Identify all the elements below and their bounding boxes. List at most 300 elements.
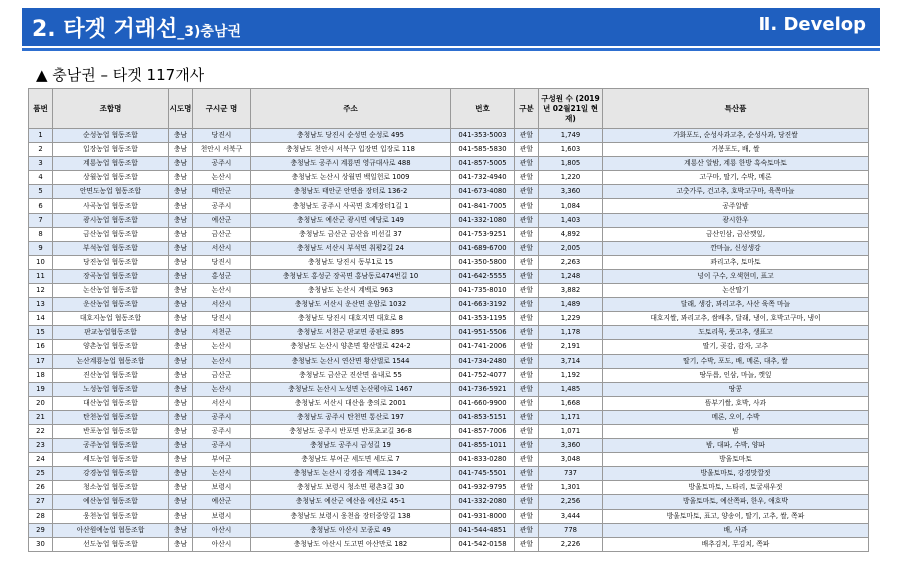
cell-district: 부여군 <box>193 453 251 467</box>
cell-phone: 041-585-5830 <box>451 143 515 157</box>
cell-district: 서산시 <box>193 396 251 410</box>
cell-district: 보령시 <box>193 509 251 523</box>
cell-province: 충남 <box>169 453 193 467</box>
cell-address: 충청남도 당진시 동부1로 15 <box>251 255 451 269</box>
cell-no: 13 <box>29 298 53 312</box>
cell-province: 충남 <box>169 424 193 438</box>
cell-members: 1,489 <box>539 298 603 312</box>
cell-province: 충남 <box>169 467 193 481</box>
col-header-members: 구성원 수 (2019년 02월21일 현재) <box>539 89 603 129</box>
cell-address: 충청남도 공주시 반포면 반포초교길 36-8 <box>251 424 451 438</box>
cell-district: 태안군 <box>193 185 251 199</box>
cell-products: 땅콩 <box>603 382 869 396</box>
cell-phone: 041-732-4940 <box>451 171 515 185</box>
table-row <box>29 523 869 537</box>
cell-no: 18 <box>29 368 53 382</box>
cell-province: 충남 <box>169 537 193 551</box>
cell-name: 논산농업 협동조합 <box>53 284 169 298</box>
cell-district: 당진시 <box>193 312 251 326</box>
cell-no: 17 <box>29 354 53 368</box>
cell-province: 충남 <box>169 368 193 382</box>
cell-district: 예산군 <box>193 495 251 509</box>
cell-no: 24 <box>29 453 53 467</box>
cell-province: 충남 <box>169 199 193 213</box>
cell-no: 19 <box>29 382 53 396</box>
cell-address: 충청남도 공주시 탄천면 통산로 197 <box>251 410 451 424</box>
header-divider <box>22 48 880 51</box>
cell-type: 관할 <box>515 199 539 213</box>
page-title <box>32 12 241 43</box>
cell-province: 충남 <box>169 129 193 143</box>
cell-members: 2,005 <box>539 241 603 255</box>
cell-members: 2,263 <box>539 255 603 269</box>
cell-type: 관할 <box>515 326 539 340</box>
cell-province: 충남 <box>169 227 193 241</box>
cell-type: 관할 <box>515 368 539 382</box>
cell-members: 3,360 <box>539 185 603 199</box>
cell-members: 4,892 <box>539 227 603 241</box>
cell-phone: 041-855-1011 <box>451 439 515 453</box>
cell-no: 26 <box>29 481 53 495</box>
cell-district: 서천군 <box>193 326 251 340</box>
cell-members: 1,178 <box>539 326 603 340</box>
cooperative-table <box>28 88 869 552</box>
cell-type: 관할 <box>515 269 539 283</box>
cell-province: 충남 <box>169 523 193 537</box>
cell-members: 3,444 <box>539 509 603 523</box>
cell-name: 계룡농업 협동조합 <box>53 157 169 171</box>
col-header-phone: 번호 <box>451 89 515 129</box>
cell-name: 사곡농업 협동조합 <box>53 199 169 213</box>
cell-phone: 041-734-2480 <box>451 354 515 368</box>
cell-products: 딸기, 수박, 포도, 배, 메론, 대추, 쌀 <box>603 354 869 368</box>
header-bar <box>22 8 880 46</box>
cell-members: 1,229 <box>539 312 603 326</box>
cell-type: 관할 <box>515 213 539 227</box>
cell-district: 보령시 <box>193 481 251 495</box>
cell-phone: 041-642-5555 <box>451 269 515 283</box>
cell-address: 충청남도 금산군 금산읍 비선길 37 <box>251 227 451 241</box>
cell-phone: 041-857-5005 <box>451 157 515 171</box>
cell-products: 밤, 대파, 수박, 양파 <box>603 439 869 453</box>
cell-type: 관할 <box>515 537 539 551</box>
cell-district: 공주시 <box>193 410 251 424</box>
cell-province: 충남 <box>169 241 193 255</box>
cell-address: 충청남도 예산군 광시면 예당로 149 <box>251 213 451 227</box>
cell-name: 탄천농업 협동조합 <box>53 410 169 424</box>
title-main: 2. 타겟 거래선 <box>32 17 178 42</box>
cell-name: 광시농업 협동조합 <box>53 213 169 227</box>
cell-products: 고춧가루, 건고추, 호박고구마, 육쪽마늘 <box>603 185 869 199</box>
cell-no: 3 <box>29 157 53 171</box>
col-header-province: 시도명 <box>169 89 193 129</box>
cell-products: 방울토마토, 예산쪽파, 한우, 애호박 <box>603 495 869 509</box>
cell-district: 아산시 <box>193 537 251 551</box>
table-row <box>29 199 869 213</box>
cell-address: 충청남도 논산시 상월면 백일헌로 1009 <box>251 171 451 185</box>
table-row <box>29 382 869 396</box>
table-row <box>29 255 869 269</box>
cell-products: 광시한우 <box>603 213 869 227</box>
cell-members: 1,668 <box>539 396 603 410</box>
cell-province: 충남 <box>169 396 193 410</box>
cell-type: 관할 <box>515 523 539 537</box>
cell-members: 1,485 <box>539 382 603 396</box>
cell-phone: 041-853-5151 <box>451 410 515 424</box>
cell-no: 29 <box>29 523 53 537</box>
cell-address: 충청남도 보령시 청소면 평촌3길 30 <box>251 481 451 495</box>
cell-no: 20 <box>29 396 53 410</box>
col-header-address: 주소 <box>251 89 451 129</box>
section-label: Ⅱ. Develop <box>758 14 866 35</box>
cell-name: 세도농업 협동조합 <box>53 453 169 467</box>
cell-members: 1,071 <box>539 424 603 438</box>
cell-phone: 041-542-0158 <box>451 537 515 551</box>
cell-phone: 041-745-5501 <box>451 467 515 481</box>
table-row <box>29 157 869 171</box>
cell-address: 충청남도 금산군 진산면 읍내로 55 <box>251 368 451 382</box>
cell-district: 서산시 <box>193 298 251 312</box>
cell-type: 관할 <box>515 157 539 171</box>
cell-no: 16 <box>29 340 53 354</box>
cell-name: 웅천농업 협동조합 <box>53 509 169 523</box>
cell-phone: 041-350-5800 <box>451 255 515 269</box>
col-header-name: 조합명 <box>53 89 169 129</box>
cell-province: 충남 <box>169 439 193 453</box>
cell-address: 충청남도 부여군 세도면 세도로 7 <box>251 453 451 467</box>
cell-no: 12 <box>29 284 53 298</box>
cell-no: 28 <box>29 509 53 523</box>
cell-province: 충남 <box>169 284 193 298</box>
cell-members: 3,048 <box>539 453 603 467</box>
table-row <box>29 368 869 382</box>
cell-products: 방울토마토, 표고, 양송이, 딸기, 고추, 쌀, 쪽파 <box>603 509 869 523</box>
cell-no: 2 <box>29 143 53 157</box>
cell-phone: 041-857-7006 <box>451 424 515 438</box>
col-header-type: 구분 <box>515 89 539 129</box>
cell-province: 충남 <box>169 185 193 199</box>
cell-district: 논산시 <box>193 340 251 354</box>
cell-phone: 041-736-5921 <box>451 382 515 396</box>
cell-district: 논산시 <box>193 171 251 185</box>
cell-name: 운산농업 협동조합 <box>53 298 169 312</box>
cell-type: 관할 <box>515 298 539 312</box>
cell-address: 충청남도 아산시 도고면 아산만로 182 <box>251 537 451 551</box>
table-row <box>29 213 869 227</box>
cell-no: 21 <box>29 410 53 424</box>
cell-type: 관할 <box>515 509 539 523</box>
cell-province: 충남 <box>169 340 193 354</box>
cell-name: 청소농업 협동조합 <box>53 481 169 495</box>
cell-members: 1,220 <box>539 171 603 185</box>
cell-no: 7 <box>29 213 53 227</box>
cell-province: 충남 <box>169 495 193 509</box>
cell-phone: 041-741-2006 <box>451 340 515 354</box>
cell-products: 고구마, 딸기, 수박, 메론 <box>603 171 869 185</box>
table-row <box>29 284 869 298</box>
cell-products: 가화포도, 순성사과고추, 순성사과, 당진쌀 <box>603 129 869 143</box>
cell-name: 진산농업 협동조합 <box>53 368 169 382</box>
table-body <box>29 129 869 552</box>
cell-phone: 041-353-5003 <box>451 129 515 143</box>
cell-name: 강경농업 협동조합 <box>53 467 169 481</box>
cell-name: 판교농업협동조합 <box>53 326 169 340</box>
cell-district: 금산군 <box>193 368 251 382</box>
cell-type: 관할 <box>515 129 539 143</box>
cell-address: 충청남도 천안시 서북구 입장면 입장로 118 <box>251 143 451 157</box>
cell-type: 관할 <box>515 382 539 396</box>
cell-members: 1,805 <box>539 157 603 171</box>
cell-phone: 041-931-8000 <box>451 509 515 523</box>
cell-products: 깐마늘, 신성생강 <box>603 241 869 255</box>
cell-phone: 041-660-9900 <box>451 396 515 410</box>
cell-phone: 041-332-2080 <box>451 495 515 509</box>
table-row <box>29 185 869 199</box>
cell-address: 충청남도 논산시 노성면 논산평야로 1467 <box>251 382 451 396</box>
cell-no: 22 <box>29 424 53 438</box>
cell-members: 1,403 <box>539 213 603 227</box>
cell-district: 금산군 <box>193 227 251 241</box>
cell-address: 충청남도 서산시 부석면 취평2길 24 <box>251 241 451 255</box>
cell-address: 충청남도 보령시 웅천읍 장터중앙길 138 <box>251 509 451 523</box>
cell-members: 2,191 <box>539 340 603 354</box>
cell-district: 논산시 <box>193 467 251 481</box>
cell-type: 관할 <box>515 396 539 410</box>
cell-products: 도토리묵, 풋고추, 생표고 <box>603 326 869 340</box>
cell-province: 충남 <box>169 213 193 227</box>
cell-products: 땅두릅, 인삼, 마늘, 깻잎 <box>603 368 869 382</box>
cell-province: 충남 <box>169 143 193 157</box>
cell-no: 11 <box>29 269 53 283</box>
cell-products: 뜸부기쌀, 호박, 사과 <box>603 396 869 410</box>
cell-type: 관할 <box>515 284 539 298</box>
cell-no: 1 <box>29 129 53 143</box>
cell-type: 관할 <box>515 143 539 157</box>
cell-type: 관할 <box>515 185 539 199</box>
cell-name: 부석농업 협동조합 <box>53 241 169 255</box>
cell-address: 충청남도 홍성군 장곡면 홍남동로474번길 10 <box>251 269 451 283</box>
cell-type: 관할 <box>515 410 539 424</box>
cell-province: 충남 <box>169 410 193 424</box>
cell-address: 충청남도 서산시 대산읍 충의로 2001 <box>251 396 451 410</box>
cell-name: 입장농업 협동조합 <box>53 143 169 157</box>
cell-phone: 041-353-1195 <box>451 312 515 326</box>
cell-members: 1,171 <box>539 410 603 424</box>
table-row <box>29 227 869 241</box>
cell-address: 충청남도 논산시 연산면 황산벌로 1544 <box>251 354 451 368</box>
cell-products: 금산인삼, 금산깻잎, <box>603 227 869 241</box>
cell-products: 넝이 구수, 오색현미, 표고 <box>603 269 869 283</box>
table-row <box>29 354 869 368</box>
cell-province: 충남 <box>169 298 193 312</box>
cell-address: 충청남도 당진시 순성면 순성로 495 <box>251 129 451 143</box>
col-header-district: 구시군 명 <box>193 89 251 129</box>
cell-type: 관할 <box>515 255 539 269</box>
cell-district: 논산시 <box>193 382 251 396</box>
table-row <box>29 509 869 523</box>
cell-address: 충청남도 공주시 금성길 19 <box>251 439 451 453</box>
cell-members: 3,882 <box>539 284 603 298</box>
cell-province: 충남 <box>169 382 193 396</box>
cell-members: 1,192 <box>539 368 603 382</box>
cell-phone: 041-951-5506 <box>451 326 515 340</box>
cell-district: 논산시 <box>193 284 251 298</box>
cell-no: 30 <box>29 537 53 551</box>
cell-no: 5 <box>29 185 53 199</box>
cell-name: 순성농업 협동조합 <box>53 129 169 143</box>
cell-name: 장곡농업 협동조합 <box>53 269 169 283</box>
cell-type: 관할 <box>515 453 539 467</box>
cell-address: 충청남도 아산시 모종로 49 <box>251 523 451 537</box>
cell-members: 1,749 <box>539 129 603 143</box>
cell-type: 관할 <box>515 495 539 509</box>
cell-name: 안면도농업 협동조합 <box>53 185 169 199</box>
cell-no: 10 <box>29 255 53 269</box>
subtitle: ▲ 충남권 – 타겟 117개사 <box>36 66 205 84</box>
cell-products: 대호지쌀, 꽈리고추, 쌈배추, 달래, 냉이, 호박고구마, 냉이 <box>603 312 869 326</box>
cell-type: 관할 <box>515 227 539 241</box>
cell-district: 홍성군 <box>193 269 251 283</box>
cell-province: 충남 <box>169 269 193 283</box>
table-row <box>29 129 869 143</box>
cell-type: 관할 <box>515 241 539 255</box>
cell-phone: 041-841-7005 <box>451 199 515 213</box>
cell-address: 충청남도 공주시 계룡면 영규대사로 488 <box>251 157 451 171</box>
cell-name: 예산농업 협동조합 <box>53 495 169 509</box>
cell-province: 충남 <box>169 255 193 269</box>
table-row <box>29 171 869 185</box>
cell-products: 거봉포도, 배, 쌀 <box>603 143 869 157</box>
cell-district: 공주시 <box>193 199 251 213</box>
table-row <box>29 143 869 157</box>
cell-district: 서산시 <box>193 241 251 255</box>
table-row <box>29 439 869 453</box>
cell-phone: 041-673-4080 <box>451 185 515 199</box>
table-row <box>29 241 869 255</box>
table-row <box>29 312 869 326</box>
cell-type: 관할 <box>515 340 539 354</box>
cell-products: 꽈리고추, 토마토 <box>603 255 869 269</box>
cell-name: 양촌농업 협동조합 <box>53 340 169 354</box>
cell-no: 9 <box>29 241 53 255</box>
cell-no: 6 <box>29 199 53 213</box>
cell-products: 딸기, 곶감, 감자, 고추 <box>603 340 869 354</box>
cell-name: 대호지농업 협동조합 <box>53 312 169 326</box>
cell-province: 충남 <box>169 354 193 368</box>
cell-no: 23 <box>29 439 53 453</box>
cell-province: 충남 <box>169 509 193 523</box>
cell-type: 관할 <box>515 312 539 326</box>
cell-members: 778 <box>539 523 603 537</box>
cell-name: 상월농업 협동조합 <box>53 171 169 185</box>
table-row <box>29 298 869 312</box>
table-row <box>29 410 869 424</box>
col-header-products: 특산품 <box>603 89 869 129</box>
cell-district: 공주시 <box>193 424 251 438</box>
col-header-no: 품번 <box>29 89 53 129</box>
cell-district: 공주시 <box>193 439 251 453</box>
cell-members: 1,248 <box>539 269 603 283</box>
cell-products: 공주알밤 <box>603 199 869 213</box>
table-row <box>29 424 869 438</box>
cell-name: 노성농업 협동조합 <box>53 382 169 396</box>
cell-district: 아산시 <box>193 523 251 537</box>
cell-products: 달래, 생강, 꽈리고추, 사산 육쪽 마늘 <box>603 298 869 312</box>
cell-district: 당진시 <box>193 255 251 269</box>
table-row <box>29 269 869 283</box>
cell-name: 당진농업 협동조합 <box>53 255 169 269</box>
cell-products: 배, 사과 <box>603 523 869 537</box>
cell-type: 관할 <box>515 467 539 481</box>
cell-products: 계룡산 알밤, 계룡 한방 흑숙토마토 <box>603 157 869 171</box>
table-row <box>29 396 869 410</box>
cell-address: 충청남도 당진시 대호지면 대호로 8 <box>251 312 451 326</box>
cell-province: 충남 <box>169 326 193 340</box>
cell-phone: 041-752-4077 <box>451 368 515 382</box>
cell-members: 3,360 <box>539 439 603 453</box>
table-row <box>29 537 869 551</box>
cell-name: 대산농업 협동조합 <box>53 396 169 410</box>
cell-name: 아산원예농업 협동조합 <box>53 523 169 537</box>
cell-members: 2,256 <box>539 495 603 509</box>
cell-type: 관할 <box>515 481 539 495</box>
table-row <box>29 467 869 481</box>
cell-name: 선도농업 협동조합 <box>53 537 169 551</box>
cell-no: 15 <box>29 326 53 340</box>
cell-province: 충남 <box>169 171 193 185</box>
cell-products: 방울토마토, 느타리, 토굴새우젓 <box>603 481 869 495</box>
cell-address: 충청남도 논산시 양촌면 황산벌로 424-2 <box>251 340 451 354</box>
cell-members: 3,714 <box>539 354 603 368</box>
cell-phone: 041-932-9795 <box>451 481 515 495</box>
cell-no: 4 <box>29 171 53 185</box>
cell-district: 당진시 <box>193 129 251 143</box>
table-row <box>29 453 869 467</box>
cell-district: 예산군 <box>193 213 251 227</box>
cell-address: 충청남도 서천군 판교면 종판로 895 <box>251 326 451 340</box>
table-row <box>29 326 869 340</box>
cell-products: 배추김치, 무김치, 쪽파 <box>603 537 869 551</box>
cell-phone: 041-753-9251 <box>451 227 515 241</box>
cell-no: 25 <box>29 467 53 481</box>
cell-district: 천안시 서북구 <box>193 143 251 157</box>
cell-address: 충청남도 공주시 사곡면 호계장터1길 1 <box>251 199 451 213</box>
cell-address: 충청남도 예산군 예산읍 예산로 45-1 <box>251 495 451 509</box>
table-row <box>29 495 869 509</box>
cell-type: 관할 <box>515 439 539 453</box>
cell-name: 공주농업 협동조합 <box>53 439 169 453</box>
cell-type: 관할 <box>515 424 539 438</box>
cell-phone: 041-544-4851 <box>451 523 515 537</box>
cell-members: 737 <box>539 467 603 481</box>
cell-name: 반포농업 협동조합 <box>53 424 169 438</box>
cell-no: 14 <box>29 312 53 326</box>
cell-phone: 041-735-8010 <box>451 284 515 298</box>
cell-phone: 041-663-3192 <box>451 298 515 312</box>
cell-members: 2,226 <box>539 537 603 551</box>
title-sub: _3)충남권 <box>177 24 241 40</box>
cell-name: 논산계룡농업 협동조합 <box>53 354 169 368</box>
cell-address: 충청남도 서산시 운산면 운암로 1032 <box>251 298 451 312</box>
cell-type: 관할 <box>515 354 539 368</box>
cell-members: 1,301 <box>539 481 603 495</box>
cell-address: 충청남도 논산시 강경읍 계백로 134-2 <box>251 467 451 481</box>
cell-name: 금산농업 협동조합 <box>53 227 169 241</box>
table-row <box>29 481 869 495</box>
cell-members: 1,084 <box>539 199 603 213</box>
cell-province: 충남 <box>169 157 193 171</box>
cell-province: 충남 <box>169 312 193 326</box>
